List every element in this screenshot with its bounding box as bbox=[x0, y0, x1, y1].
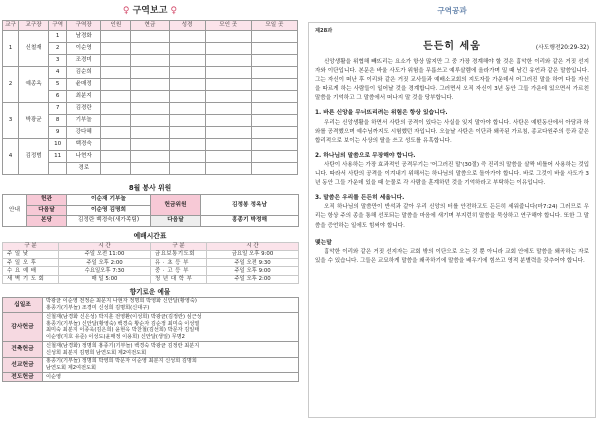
parish-cell: 4 bbox=[3, 139, 19, 175]
offering-category: 십일조 bbox=[3, 297, 43, 313]
offerings-table bbox=[2, 297, 299, 382]
district-no-cell: 6 bbox=[49, 91, 67, 103]
table-header-row bbox=[3, 242, 299, 250]
attendance-cell bbox=[101, 67, 131, 79]
offering-cell bbox=[131, 139, 169, 151]
next-place-cell bbox=[251, 163, 297, 175]
service-name: 유 · 초 등 부 bbox=[151, 259, 207, 267]
district-no-cell: 10 bbox=[49, 139, 67, 151]
met-place-cell bbox=[205, 55, 251, 67]
next-place-cell bbox=[251, 151, 297, 163]
next-place-cell bbox=[251, 79, 297, 91]
names-line: 이순영 bbox=[46, 373, 62, 380]
guide-label: 안내 bbox=[3, 195, 27, 227]
offering-category: 전도헌금 bbox=[3, 373, 43, 382]
table-row bbox=[3, 275, 299, 283]
service-time: 주일 오후 2:00 bbox=[207, 275, 299, 283]
names-line: 박광균 이순영 전정순 최문지 나현자 정명희 박영화 신안달(황영숙) bbox=[46, 298, 197, 305]
attendance-cell bbox=[101, 91, 131, 103]
offering-names bbox=[43, 313, 299, 342]
offering-cell bbox=[131, 151, 169, 163]
offering-cell bbox=[131, 91, 169, 103]
bible-cell bbox=[169, 115, 205, 127]
next-place-cell bbox=[251, 55, 297, 67]
point-3-body: 오직 하나님의 말씀만이 반석과 같아 우리 신앙의 터를 안전하고도 든든히 세워줍니다(마7:24) 그러므로 우리는 항상 주의 종을 통해 선포되는 말씀을 마음에 새기며 부지런히 말씀을 묵상하고 연구해야 합니다. 또한 그 말씀을 증언하는 일에도 힘써야 합니다. bbox=[315, 204, 589, 229]
conclusion-heading: 맺는말 bbox=[315, 239, 332, 246]
service-time: 수요일오후 7:30 bbox=[59, 267, 151, 275]
offerings-title: 향기로운 예물 bbox=[129, 287, 171, 296]
col-header: 현금 bbox=[131, 21, 169, 31]
names-line: 홍종기(기부놀) 조경미 신성희 김명희(신대구) bbox=[46, 305, 150, 312]
worship-title: 예배시간표 bbox=[133, 231, 167, 240]
service-time: 주일 오후 2:00 bbox=[59, 259, 151, 267]
parish-cell: 2 bbox=[3, 67, 19, 103]
next-place-cell bbox=[251, 103, 297, 115]
offering-category: 선교헌금 bbox=[3, 357, 43, 373]
next-place-cell bbox=[251, 31, 297, 43]
met-place-cell bbox=[205, 115, 251, 127]
attendance-cell bbox=[101, 43, 131, 55]
role-label: 다음달 bbox=[151, 216, 201, 227]
bible-cell bbox=[169, 103, 205, 115]
offering-cell bbox=[131, 31, 169, 43]
col-header: 성경 bbox=[169, 21, 205, 31]
names-line: 신철재(남경화 신은성) 박지훈 전영환(이성희) 박광균(김정란) 심근성 bbox=[46, 313, 202, 320]
offering-cell bbox=[131, 67, 169, 79]
role-label: 헌관 bbox=[27, 195, 67, 206]
district-head-cell: 이순영 bbox=[67, 43, 101, 55]
col-header: 시 간 bbox=[207, 242, 299, 250]
district-report-table bbox=[2, 20, 298, 175]
col-header: 구 분 bbox=[3, 242, 59, 250]
district-no-cell: 11 bbox=[49, 151, 67, 163]
district-head-cell: 김순희 bbox=[67, 67, 101, 79]
table-row bbox=[3, 313, 299, 342]
met-place-cell bbox=[205, 163, 251, 175]
offering-cell bbox=[131, 163, 169, 175]
met-place-cell bbox=[205, 139, 251, 151]
met-place-cell bbox=[205, 103, 251, 115]
district-no-cell: 8 bbox=[49, 115, 67, 127]
table-row bbox=[3, 250, 299, 258]
names-line: 홍종기(기부놀) 신안달(황영숙) 백경숙 황순자 김순정 최미숙 이성열 bbox=[46, 320, 200, 327]
worship-schedule-section bbox=[2, 231, 298, 284]
service-name: 금요보통기도회 bbox=[151, 250, 207, 258]
service-time: 주일 오전 11:00 bbox=[59, 250, 151, 258]
col-header: 구역 bbox=[49, 21, 67, 31]
next-place-cell bbox=[251, 43, 297, 55]
offering-names bbox=[43, 357, 299, 373]
next-place-cell bbox=[251, 91, 297, 103]
study-box bbox=[308, 22, 596, 418]
service-name: 새 벽 기 도 회 bbox=[3, 275, 59, 283]
female-symbol-icon: ♀ bbox=[170, 6, 178, 16]
role-label: 다음달 bbox=[27, 205, 67, 216]
table-row bbox=[3, 297, 299, 313]
col-header: 인원 bbox=[101, 21, 131, 31]
parish-leader-cell: 신철재 bbox=[19, 31, 49, 67]
names-line: 홍종기(기부놀) 정명희 박영희 박문자 이순영 최분지 신성희 김명희 bbox=[46, 358, 197, 365]
attendance-cell bbox=[101, 151, 131, 163]
names-line: 남연도회 제2여전도회 bbox=[46, 365, 97, 372]
district-no-cell: 3 bbox=[49, 55, 67, 67]
service-name: 주 일 낮 bbox=[3, 250, 59, 258]
role-label: 헌금위원 bbox=[151, 195, 201, 216]
next-place-cell bbox=[251, 127, 297, 139]
point-2-body: 사탄이 사용하는 가장 효과적인 공격무기는 '어그러진 말'(30절) 즉 진리의 말씀을 살짝 비틀어 사용하는 것입니다. 따라서 사탄의 공격을 이겨내기 위해서는 하나님의 말씀으로 돌아가야 합니다. 바로 그것이 바울 사도가 3년 동안 그들 가운데 있을 때 눈물로 각 사람을 훈계하던 것을 기억하라고 부탁하는 이유입니다. bbox=[315, 161, 589, 187]
table-row bbox=[3, 103, 298, 115]
col-header: 교구 bbox=[3, 21, 19, 31]
table-row bbox=[3, 259, 299, 267]
service-committee-section bbox=[2, 183, 298, 227]
table-row bbox=[3, 31, 298, 43]
bible-cell bbox=[169, 43, 205, 55]
table-row bbox=[3, 67, 298, 79]
offering-cell bbox=[131, 127, 169, 139]
attendance-cell bbox=[101, 55, 131, 67]
role-label: 본당 bbox=[27, 216, 67, 227]
bible-cell bbox=[169, 79, 205, 91]
attendance-cell bbox=[101, 127, 131, 139]
names-line: 최미숙 최분지 이종욱(김은희) 윤현옥 박찬철(김선희) 박문자 김일태 bbox=[46, 327, 200, 334]
female-symbol-icon: ♀ bbox=[122, 6, 130, 16]
role-names: 김정봉 정옥남 bbox=[201, 195, 299, 216]
point-1-body: 우리는 신앙생활을 하면서 사탄의 공격이 있다는 사실을 잊지 말아야 합니다. 사탄은 예떤동산에서 아담과 하와를 공격했으며 예수님까지도 시험했던 자입니다. 오늘날 사탄은 이단과 왜곡된 가르침, 종교다원주의 등과 같은 합리적으로 보이는 사상의 탈을 쓰고 성도를 유혹합니다. bbox=[315, 119, 589, 144]
district-no-cell: 2 bbox=[49, 43, 67, 55]
table-row bbox=[3, 267, 299, 275]
district-head-cell: 최분지 bbox=[67, 91, 101, 103]
service-name: 중 · 고 등 부 bbox=[151, 267, 207, 275]
worship-schedule-table bbox=[2, 242, 299, 284]
district-head-cell: 남경화 bbox=[67, 31, 101, 43]
service-time: 주일 오후 9:00 bbox=[207, 267, 299, 275]
table-row bbox=[3, 342, 299, 358]
parish-leader-cell: 박광균 bbox=[19, 103, 49, 139]
col-header: 모인 곳 bbox=[205, 21, 251, 31]
attendance-cell bbox=[101, 115, 131, 127]
role-names: 이순재 기부놀 bbox=[67, 195, 151, 206]
service-time: 매 일 5:00 bbox=[59, 275, 151, 283]
offering-names bbox=[43, 297, 299, 313]
bible-cell bbox=[169, 139, 205, 151]
district-head-cell: 경로 bbox=[67, 163, 101, 175]
table-row bbox=[3, 357, 299, 373]
point-1-heading: 1. 바른 신앙을 무너뜨리려는 위험은 항상 있습니다. bbox=[315, 110, 448, 117]
next-place-cell bbox=[251, 139, 297, 151]
bible-cell bbox=[169, 151, 205, 163]
met-place-cell bbox=[205, 91, 251, 103]
district-head-cell: 강다혜 bbox=[67, 127, 101, 139]
offering-names bbox=[43, 373, 299, 382]
col-header: 모일 곳 bbox=[251, 21, 297, 31]
bible-cell bbox=[169, 55, 205, 67]
point-3-heading: 3. 말씀은 우리를 든든히 세웁니다. bbox=[315, 195, 405, 202]
intro-paragraph: 신앙생활을 위협해 빼뜨리는 요소가 항상 많지만 그 중 가장 경계해야 할 것은 흉악한 이리와 같은 거짓 선지자와 이단입니다. 본문은 바울 사도가 위험을 무릅쓰고 예루살렘에 올라가며 밀 때 남긴 유언과 같은 말씀입니다. 그는 자신이 떠난 후 이리와 같은 거짓 교사들과 예배소교회의 지도자들 가운데서 어그러진 말을 하여 다들 자신을 따르게 하는 사람들이 일어날 것을 경계합니다. 그러면서 오직 자신이 3년 동안 그들 가운데 있으면서 가르친 말씀을 기억하고 그 말씀에서 떠나지 말 것을 당부합니다. bbox=[315, 59, 589, 102]
attendance-cell bbox=[101, 103, 131, 115]
parish-cell: 3 bbox=[3, 103, 19, 139]
service-time: 주일 오전 9:30 bbox=[207, 259, 299, 267]
service-name: 수 요 예 배 bbox=[3, 267, 59, 275]
parish-cell: 1 bbox=[3, 31, 19, 67]
names-line: 신성희 최분지 김명희 남연도회 제2여전도회 bbox=[46, 349, 147, 356]
offering-cell bbox=[131, 115, 169, 127]
offering-category: 건축헌금 bbox=[3, 342, 43, 358]
district-head-cell: 김경란 bbox=[67, 103, 101, 115]
report-title-text: 구역보고 bbox=[132, 6, 168, 16]
district-no-cell: 4 bbox=[49, 67, 67, 79]
bible-cell bbox=[169, 127, 205, 139]
district-no-cell: 9 bbox=[49, 127, 67, 139]
met-place-cell bbox=[205, 151, 251, 163]
parish-leader-cell: 김정범 bbox=[19, 139, 49, 175]
study-section-title: 구역공과 bbox=[437, 6, 467, 15]
lesson-number: 제28과 bbox=[315, 28, 333, 34]
table-row bbox=[3, 195, 299, 206]
col-header: 구 분 bbox=[151, 242, 207, 250]
met-place-cell bbox=[205, 43, 251, 55]
attendance-cell bbox=[101, 163, 131, 175]
met-place-cell bbox=[205, 127, 251, 139]
met-place-cell bbox=[205, 79, 251, 91]
next-place-cell bbox=[251, 67, 297, 79]
role-names: 홍종기 박정해 bbox=[201, 216, 299, 227]
report-section-title bbox=[2, 2, 298, 20]
next-place-cell bbox=[251, 115, 297, 127]
scripture-reference: (사도행전20:29-32) bbox=[535, 45, 589, 51]
table-row bbox=[3, 139, 298, 151]
district-no-cell bbox=[49, 163, 67, 175]
district-head-cell: 백경숙 bbox=[67, 139, 101, 151]
service-committee-table bbox=[2, 194, 299, 227]
district-no-cell: 5 bbox=[49, 79, 67, 91]
offering-cell bbox=[131, 43, 169, 55]
met-place-cell bbox=[205, 67, 251, 79]
bible-cell bbox=[169, 163, 205, 175]
left-column bbox=[2, 2, 298, 422]
table-row bbox=[3, 216, 299, 227]
offering-category: 감사헌금 bbox=[3, 313, 43, 342]
role-names: 이순영 김명희 bbox=[67, 205, 151, 216]
service-time: 금요일 오후 9:00 bbox=[207, 250, 299, 258]
col-header: 시 간 bbox=[59, 242, 151, 250]
district-no-cell: 1 bbox=[49, 31, 67, 43]
offerings-section bbox=[2, 287, 298, 382]
point-2-heading: 2. 하나님의 말씀으로 무장해야 합니다. bbox=[315, 152, 416, 159]
district-head-cell: 윤매정 bbox=[67, 79, 101, 91]
offering-cell bbox=[131, 55, 169, 67]
col-header: 구역장 bbox=[67, 21, 101, 31]
right-column bbox=[306, 2, 598, 422]
offering-cell bbox=[131, 103, 169, 115]
study-title: 든든히 세움 bbox=[423, 41, 481, 52]
attendance-cell bbox=[101, 139, 131, 151]
names-line: 신철재(남경화) 정명희 홍종기(기부놀) 백경숙 박광균 김정란 최분지 bbox=[46, 342, 200, 349]
conclusion-body: 흉악한 이리와 같은 거짓 선지자는 교회 밖의 이단으로 오는 것 뿐 아니라 교회 안에도 말씀을 왜곡하는 자로 있을 수 있습니다. 그들은 교묘하게 말씀을 왜곡하기에 말씀을 배우기에 힘쓰고 영적 분별력을 갖추어야 합니다. bbox=[315, 248, 589, 264]
table-row bbox=[3, 373, 299, 382]
col-header: 교구장 bbox=[19, 21, 49, 31]
attendance-cell bbox=[101, 79, 131, 91]
service-name: 주 일 오 후 bbox=[3, 259, 59, 267]
service-title: 8월 봉사 위원 bbox=[128, 184, 172, 192]
bible-cell bbox=[169, 31, 205, 43]
district-no-cell: 7 bbox=[49, 103, 67, 115]
district-head-cell: 기부놀 bbox=[67, 115, 101, 127]
met-place-cell bbox=[205, 31, 251, 43]
names-line: 이순영(지호 유준) 이성도(윤매정 이용희) 신안달(생일) 무명2 bbox=[46, 334, 185, 341]
role-names: 김정란 백경숙(새가족팀) bbox=[67, 216, 151, 227]
bible-cell bbox=[169, 91, 205, 103]
district-head-cell: 조경미 bbox=[67, 55, 101, 67]
offering-names bbox=[43, 342, 299, 358]
study-title-row bbox=[315, 39, 589, 54]
attendance-cell bbox=[101, 31, 131, 43]
parish-leader-cell: 예종옥 bbox=[19, 67, 49, 103]
report-header-row bbox=[3, 21, 298, 31]
service-name: 청 년 대 학 부 bbox=[151, 275, 207, 283]
offering-cell bbox=[131, 79, 169, 91]
district-head-cell: 나현자 bbox=[67, 151, 101, 163]
bible-cell bbox=[169, 67, 205, 79]
